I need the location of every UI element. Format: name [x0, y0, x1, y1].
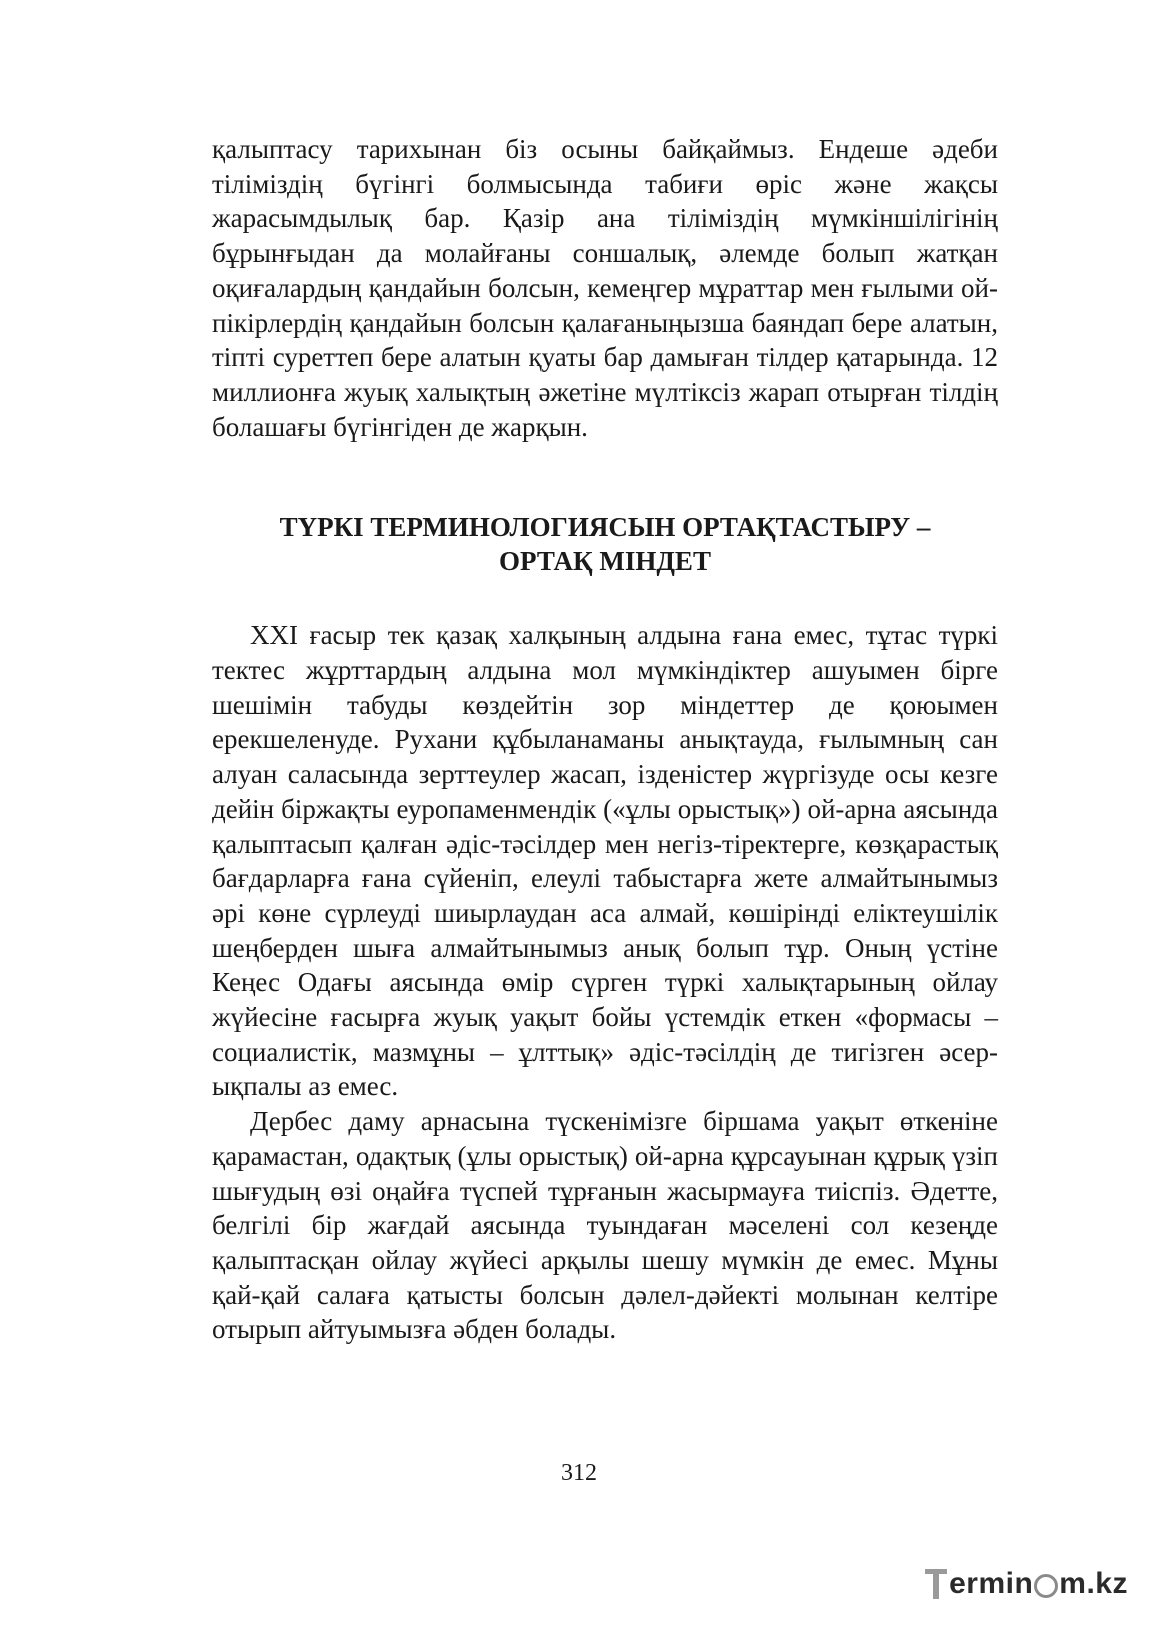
- section-heading: [212, 510, 998, 578]
- page-number: 312: [561, 1460, 597, 1486]
- paragraph: Дербес даму арнасына түскенімізге біршама уақыт өткеніне қарамастан, одақтық (ұлы орыстық) ой-арна құрсауынан құрық үзіп шығудың өзі оңайға түспей тұрғанын жасырмауға тиіспіз. Әдетте, белгілі бір жағдай аясында туындаған мәселені сол кезеңде қалыптасқан ойлау жүйесі арқылы шешу мүмкін де емес. Мұны қай-қай салаға қатысты болсын дәлел-дәйекті молынан келтіре отырып айтуымызға әбден болады.: [212, 1106, 998, 1345]
- paragraph-continued: қалыптасу тарихынан біз осыны байқаймыз. Ендеше әдеби тіліміздің бүгінгі болмысында табиғи өріс және жақсы жарасымдылық бар. Қазір ана тіліміздің мүмкіншілігінің бұрынғыдан да молайғаны соншалық, әлемде болып жатқан оқиғалардың қандайын болсын, кемеңгер мұраттар мен ғылыми ой-пікірлердің қандайын болсын қалағаныңызша баяндап бере алатын, тіпті суреттеп бере алатын қуаты бар дамыған тілдер қатарында. 12 миллионға жуық халықтың әжетіне мүлтіксіз жарап отырған тілдің болашағы бүгінгіден де жарқын.: [212, 134, 998, 442]
- watermark-text-part2: m.kz: [1059, 1567, 1128, 1600]
- section-heading-line-1: ТҮРКІ ТЕРМИНОЛОГИЯСЫН ОРТАҚТАСТЫРУ –: [279, 512, 931, 543]
- section-heading-line-2: ОРТАҚ МІНДЕТ: [499, 546, 711, 577]
- logo-o-icon: [1034, 1574, 1058, 1598]
- logo-t-icon: [925, 1569, 947, 1599]
- page-content: [212, 132, 998, 1347]
- site-watermark: [925, 1567, 1128, 1601]
- paragraph: XXI ғасыр тек қазақ халқының алдына ғана емес, тұтас түркі тектес жұрттардың алдына мол мүмкіндіктер ашуымен бірге шешімін табуды көздейтін зор міндеттер де қоюымен ерекшеленуде. Рухани құбыланаманы анықтауда, ғылымның сан алуан саласында зерттеулер жасап, ізденістер жүргізуде осы кезге дейін біржақты еуропаменмендік («ұлы орыстық») ой-арна аясында қалыптасып қалған әдіс-тәсілдер мен негіз-тіректерге, көзқарастық бағдарларға ғана сүйеніп, елеулі табыстарға жете алмайтынымыз әрі көне сүрлеуді шиырлаудан аса алмай, көшірінді еліктеушілік шеңберден шыға алмайтынымыз анық болып тұр. Оның үстіне Кеңес Одағы аясында өмір сүрген түркі халықтарының ойлау жүйесіне ғасырға жуық уақыт бойы үстемдік еткен «формасы – социалистік, мазмұны – ұлттық» әдіс-тәсілдің де тигізген әсер-ықпалы аз емес.: [212, 620, 998, 1102]
- watermark-text-part1: ermin: [949, 1567, 1034, 1600]
